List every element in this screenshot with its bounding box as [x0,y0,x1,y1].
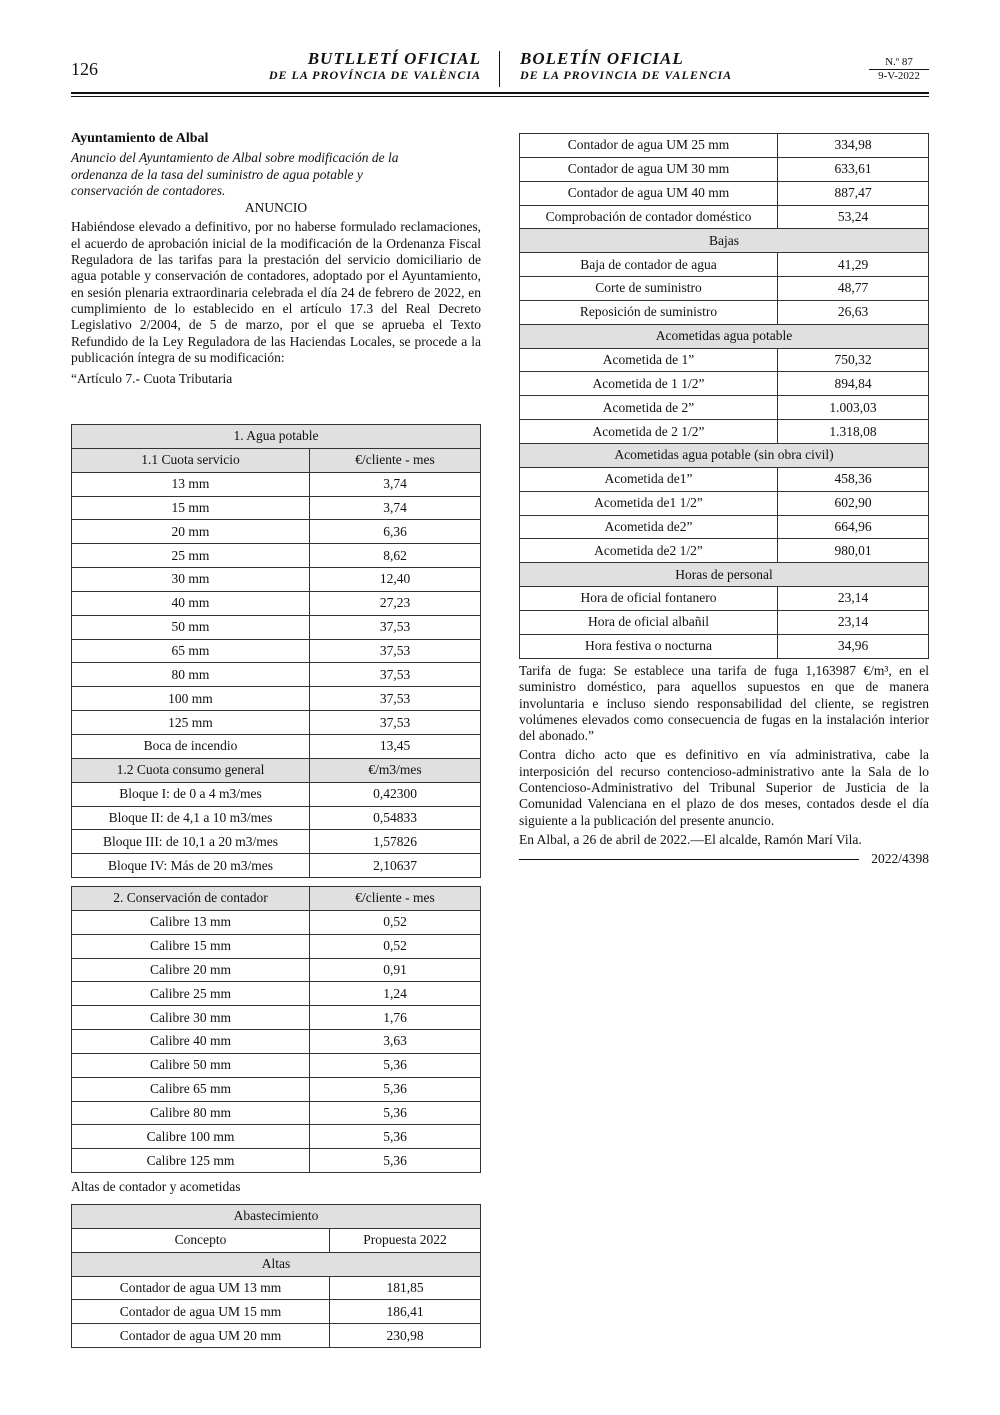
section-row [520,229,929,253]
row-concept: Boca de incendio [72,734,310,758]
column-header-proposal: Propuesta 2022 [330,1228,481,1252]
table-row [520,181,929,205]
row-concept: 25 mm [72,544,310,568]
section-row [520,324,929,348]
bulletin-title-spanish-line1: BOLETÍN OFICIAL [520,49,684,68]
row-value: 458,36 [778,467,929,491]
row-value: 1.003,03 [778,396,929,420]
header-row [72,758,481,782]
row-value: 23,14 [778,610,929,634]
table-row [520,253,929,277]
organization-name: Ayuntamiento de Albal [71,131,209,146]
row-concept: Contador de agua UM 20 mm [72,1324,330,1348]
row-concept: 30 mm [72,568,310,592]
table-row [72,568,481,592]
table-row [72,472,481,496]
table-row [72,1077,481,1101]
article-summary: Anuncio del Ayuntamiento de Albal sobre modificación de la ordenanza de la tasa del suministro de agua potable y conservación de contadores. [71,150,399,198]
table-row [72,1300,481,1324]
table-title: 1. Agua potable [72,425,481,449]
row-concept: 40 mm [72,591,310,615]
table-row [520,157,929,181]
row-concept: Calibre 13 mm [72,910,310,934]
section-header-horas: Horas de personal [520,563,929,587]
row-concept: 13 mm [72,472,310,496]
maintenance-header: 2. Conservación de contador [72,887,310,911]
row-value: 37,53 [310,711,481,735]
table-row [520,587,929,611]
row-concept: Calibre 20 mm [72,958,310,982]
row-concept: Calibre 40 mm [72,1030,310,1054]
row-concept: 15 mm [72,496,310,520]
article-section-title: “Artículo 7.- Cuota Tributaria [71,371,233,387]
row-value: 1.318,08 [778,420,929,444]
row-value: 1,24 [310,982,481,1006]
row-value: 6,36 [310,520,481,544]
section-header-sin-obra: Acometidas agua potable (sin obra civil) [520,443,929,467]
table-row [520,348,929,372]
row-value: 26,63 [778,300,929,324]
water-tariff-table [71,424,481,878]
row-concept: Calibre 80 mm [72,1101,310,1125]
table-row [520,610,929,634]
row-concept: Reposición de suministro [520,300,778,324]
closing-rule [519,859,859,860]
row-value: 12,40 [310,568,481,592]
page-number: 126 [71,59,98,79]
article-body: Habiéndose elevado a definitivo, por no haberse formulado reclamaciones, el acuerdo de aprobación inicial de la modificación de la Ordenanza Fiscal Reguladora de las tarifas para la prestación del servicio domiciliario de agua potable y conservación de contadores, adoptado por el Ayuntamiento, en sesión plenaria extraordinaria celebrada el día 24 de febrero de 2022, en cumplimiento de lo establecido en el artículo 17.3 del Real Decreto Legislativo 2/2004, de 5 de marzo, por el que se aprueba el Texto Refundido de la Ley Reguladora de las Haciendas Locales, se procede a la publicación íntegra de su modificación: [71,219,481,365]
supply-table-continued [519,133,929,659]
row-value: 0,52 [310,934,481,958]
table-row [72,1101,481,1125]
appeal-paragraph: Contra dicho acto que es definitivo en vía administrativa, cabe la interposición del recurso contencioso-administrativo ante la Sala de lo Contencioso-Administrativo del Tribunal Superior de Justicia de la Comunidad Valenciana en el plazo de dos meses, contados desde el día siguiente a la publicación del presente anuncio. [519,747,929,828]
row-concept: 50 mm [72,615,310,639]
table-row [72,639,481,663]
table-title: Abastecimiento [72,1205,481,1229]
bulletin-title-spanish [520,50,732,82]
table-row [72,520,481,544]
row-concept: 20 mm [72,520,310,544]
section-header-altas: Altas [72,1252,481,1276]
row-concept: Calibre 15 mm [72,934,310,958]
table-row [520,300,929,324]
table-row [72,1030,481,1054]
row-concept: Bloque II: de 4,1 a 10 m3/mes [72,806,310,830]
row-value: 3,74 [310,496,481,520]
row-value: 334,98 [778,134,929,158]
table-row [520,539,929,563]
table-row [520,634,929,658]
row-value: 48,77 [778,277,929,301]
leak-tariff-paragraph: Tarifa de fuga: Se establece una tarifa de fuga 1,163987 €/m³, en el suministro doméstico, para aquellos supuestos en que de manera involuntaria e incluso siendo responsabilidad del cliente, se registren volúmenes elevados como consecuencia de fugas en la instalación interior del abonado.” [519,663,929,744]
row-concept: 100 mm [72,687,310,711]
issue-number: N.º 87 [869,56,929,70]
row-value: 230,98 [330,1324,481,1348]
row-concept: Bloque III: de 10,1 a 20 m3/mes [72,830,310,854]
row-concept: 65 mm [72,639,310,663]
row-value: 3,74 [310,472,481,496]
row-concept: Hora festiva o nocturna [520,634,778,658]
table-row [72,1125,481,1149]
row-value: 37,53 [310,615,481,639]
row-concept: Calibre 25 mm [72,982,310,1006]
service-fee-unit: €/cliente - mes [310,448,481,472]
row-value: 41,29 [778,253,929,277]
table-row [72,782,481,806]
row-concept: 80 mm [72,663,310,687]
row-concept: Calibre 65 mm [72,1077,310,1101]
signature-line: En Albal, a 26 de abril de 2022.—El alcalde, Ramón Marí Vila. [519,831,862,847]
table-row [72,982,481,1006]
table-row [72,1276,481,1300]
table-row [72,830,481,854]
header-rule [71,92,929,94]
table-row [72,934,481,958]
table-row [72,734,481,758]
table-row [520,277,929,301]
row-value: 34,96 [778,634,929,658]
meter-maintenance-table [71,886,481,1173]
row-value: 0,52 [310,910,481,934]
table-row [72,591,481,615]
row-concept: Hora de oficial albañil [520,610,778,634]
table-row [72,1006,481,1030]
row-value: 27,23 [310,591,481,615]
consumption-unit: €/m3/mes [310,758,481,782]
service-fee-header: 1.1 Cuota servicio [72,448,310,472]
row-value: 37,53 [310,663,481,687]
row-value: 0,54833 [310,806,481,830]
row-value: 37,53 [310,687,481,711]
row-value: 23,14 [778,587,929,611]
row-value: 53,24 [778,205,929,229]
row-concept: Acometida de2” [520,515,778,539]
row-value: 5,36 [310,1149,481,1173]
row-value: 1,76 [310,1006,481,1030]
row-concept: 125 mm [72,711,310,735]
section-row [520,563,929,587]
row-concept: Bloque IV: Más de 20 m3/mes [72,854,310,878]
row-value: 186,41 [330,1300,481,1324]
article-closing [519,663,929,851]
row-value: 5,36 [310,1101,481,1125]
row-value: 887,47 [778,181,929,205]
row-value: 5,36 [310,1053,481,1077]
row-value: 2,10637 [310,854,481,878]
row-value: 37,53 [310,639,481,663]
row-concept: Contador de agua UM 13 mm [72,1276,330,1300]
table-row [72,958,481,982]
row-concept: Contador de agua UM 25 mm [520,134,778,158]
row-value: 980,01 [778,539,929,563]
consumption-header: 1.2 Cuota consumo general [72,758,310,782]
table-row [72,1324,481,1348]
row-value: 894,84 [778,372,929,396]
row-concept: Acometida de 1” [520,348,778,372]
table-row [72,615,481,639]
row-value: 181,85 [330,1276,481,1300]
row-concept: Acometida de 2 1/2” [520,420,778,444]
row-value: 750,32 [778,348,929,372]
announcement-reference: 2022/4398 [871,851,929,866]
row-concept: Calibre 50 mm [72,1053,310,1077]
row-value: 602,90 [778,491,929,515]
supply-table [71,1204,481,1348]
row-concept: Acometida de1 1/2” [520,491,778,515]
table-row [72,496,481,520]
bulletin-title-valencian-line2: DE LA PROVÍNCIA DE VALÈNCIA [268,68,481,82]
header-rule-thin [71,96,929,97]
row-value: 5,36 [310,1077,481,1101]
table-row [520,515,929,539]
row-value: 5,36 [310,1125,481,1149]
row-concept: Acometida de 1 1/2” [520,372,778,396]
issue-box [869,56,929,83]
row-concept: Hora de oficial fontanero [520,587,778,611]
table-row [72,544,481,568]
issue-date: 9-V-2022 [878,70,920,82]
row-concept: Calibre 125 mm [72,1149,310,1173]
row-value: 13,45 [310,734,481,758]
row-concept: Baja de contador de agua [520,253,778,277]
row-value: 0,91 [310,958,481,982]
table-row [72,1053,481,1077]
row-concept: Acometida de2 1/2” [520,539,778,563]
row-concept: Contador de agua UM 30 mm [520,157,778,181]
bulletin-title-spanish-line2: DE LA PROVINCIA DE VALENCIA [520,68,733,82]
bulletin-title-valencian [269,50,481,82]
bulletin-title-valencian-line1: BUTLLETÍ OFICIAL [307,49,481,68]
row-concept: Comprobación de contador doméstico [520,205,778,229]
row-concept: Calibre 100 mm [72,1125,310,1149]
column-header-concept: Concepto [72,1228,330,1252]
table-row [72,806,481,830]
table-row [72,711,481,735]
page-header [71,46,929,96]
row-value: 8,62 [310,544,481,568]
table-row [520,396,929,420]
section-header-bajas: Bajas [520,229,929,253]
table-row [72,910,481,934]
altas-heading: Altas de contador y acometidas [71,1179,241,1194]
row-concept: Acometida de1” [520,467,778,491]
table-row [72,1149,481,1173]
table-row [520,420,929,444]
row-value: 1,57826 [310,830,481,854]
row-value: 0,42300 [310,782,481,806]
row-concept: Corte de suministro [520,277,778,301]
row-concept: Contador de agua UM 40 mm [520,181,778,205]
row-value: 633,61 [778,157,929,181]
row-concept: Bloque I: de 0 a 4 m3/mes [72,782,310,806]
row-concept: Calibre 30 mm [72,1006,310,1030]
table-row [520,205,929,229]
table-row [72,854,481,878]
table-row [520,134,929,158]
header-divider [499,51,500,87]
row-concept: Acometida de 2” [520,396,778,420]
row-value: 3,63 [310,1030,481,1054]
article-heading: ANUNCIO [244,200,308,216]
table-row [520,372,929,396]
row-concept: Contador de agua UM 15 mm [72,1300,330,1324]
table-row [520,491,929,515]
table-row [520,467,929,491]
section-row [520,443,929,467]
table-row [72,687,481,711]
section-header-acometidas: Acometidas agua potable [520,324,929,348]
table-row [72,663,481,687]
article-intro [71,131,481,387]
maintenance-unit: €/cliente - mes [310,887,481,911]
row-value: 664,96 [778,515,929,539]
